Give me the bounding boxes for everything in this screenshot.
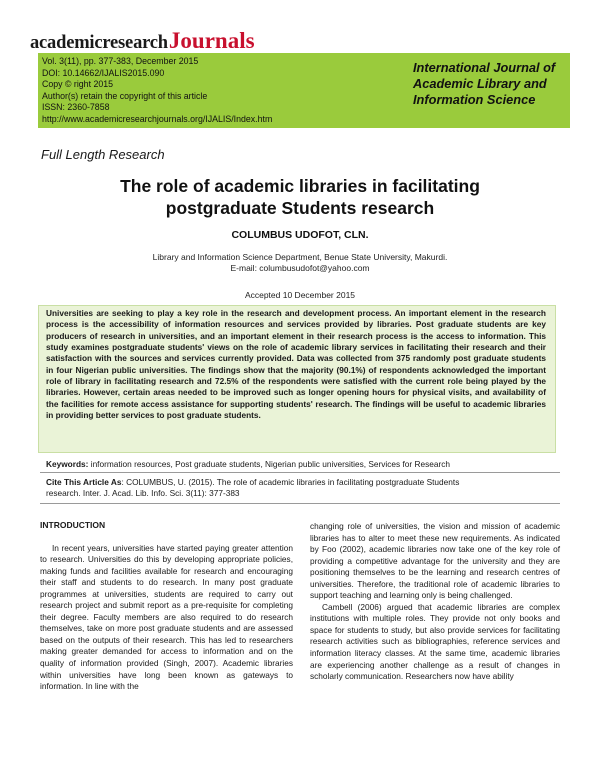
cite-line: research. Inter. J. Acad. Lib. Info. Sci. 3(11): 377-383 [46, 488, 240, 498]
journal-name-line: Academic Library and [413, 76, 547, 91]
meta-doi: DOI: 10.14662/IJALIS2015.090 [42, 67, 165, 78]
article-metadata [42, 56, 272, 126]
body-column-right [310, 521, 560, 683]
journal-name [413, 60, 573, 108]
body-paragraph: changing role of universities, the vision and mission of academic libraries has to alter to meet these new requirements. As indicated by Foo (2002), academic libraries now take one of the key role of providing a competitive advantage for the university and they are positioning themselves to be the learning and research centres of universities. Therefore, the traditional role of academic libraries to support teaching and learning only is being challenged. [310, 521, 560, 601]
meta-copyright: Copy © right 2015 [42, 79, 114, 90]
title-line: postgraduate Students research [165, 198, 435, 218]
author-name: COLUMBUS UDOFOT, CLN. [231, 229, 369, 241]
meta-volume: Vol. 3(11), pp. 377-383, December 2015 [42, 56, 199, 66]
body-paragraph: In recent years, universities have started paying greater attention to research. Universities do this by developing appropriate policies, making funds and facilities available for research and encouraging their staff and students to do research. In many post graduate programmes at universities, students are required to carry out research project and submit report as a pre-requisite for completing their degree. Faculty members are also required to do research themselves, take on more post graduate students and are assessed based on the outputs of their research. This has led to researchers making greater demanded for access to information and on the quality of information provided (Singh, 2007). Academic libraries within universities have long been known as gateways to information. In line with the [40, 542, 293, 692]
cite-label: Cite This Article As [46, 477, 122, 487]
divider [40, 472, 560, 473]
journal-name-line: Information Science [413, 92, 536, 107]
keywords-list: information resources, Post graduate students, Nigerian public universities, Services for Research [88, 459, 450, 469]
keywords-label: Keywords: [46, 459, 89, 469]
article-title [40, 175, 560, 219]
cite-line: : COLUMBUS, U. (2015). The role of academic libraries in facilitating postgraduate Students [121, 477, 460, 487]
journal-name-line: International Journal of [413, 60, 556, 75]
abstract-text: Universities are seeking to play a key role in the research and development process. An important element in the research process is the accessibility of information resources and services provided by libraries. Post graduate students are key producers of research in universities, and an important element in their research process is the access to information. This study examines postgraduate students' views on the role of academic library services in facilitating their research and their satisfaction with the sources and services currently provided. Data was collected from 375 randomly post graduate students in four Nigerian public universities. The findings show that the majority (90.1%) of respondents acknowledged the important role of library in facilitating research and 72.5% of the respondents were satisfied with the current role being played by the libraries. However, certain areas needed to be improved such as longer opening hours for physical visits, and availability of the facilities for remote access assistance for supporting students' research. The findings will be useful to academic libraries in providing better services to post graduate students. [46, 308, 546, 421]
section-heading-introduction: INTRODUCTION [40, 520, 106, 530]
meta-url-link[interactable]: http://www.academicresearchjournals.org/IJALIS/Index.htm [42, 113, 273, 124]
meta-rights: Author(s) retain the copyright of this article [42, 90, 208, 101]
article-type: Full Length Research [41, 147, 165, 162]
affiliation-line: Library and Information Science Department, Benue State University, Makurdi. [152, 252, 448, 262]
keywords [46, 459, 556, 470]
email-line[interactable]: E-mail: columbusudofot@yahoo.com [230, 263, 370, 273]
body-column-left [40, 520, 293, 693]
citation [46, 477, 546, 499]
divider [40, 503, 560, 504]
publisher-logo [30, 28, 255, 54]
logo-text-academicresearch: academicresearch [30, 33, 168, 53]
accepted-date: Accepted 10 December 2015 [244, 290, 356, 300]
title-line: The role of academic libraries in facilitating [120, 176, 480, 196]
logo-text-journals: Journals [168, 28, 255, 53]
author-affiliation [40, 252, 560, 274]
body-paragraph: Cambell (2006) argued that academic libraries are complex institutions with multiple roles. They provide not only books and space for students to study, but also provide services for facilitating research activities such as bibliographies, reference services and information literacy classes. At the same time, academic libraries are experiencing another challenge as a result of changes in scholarly communication. Researchers now have ability [310, 601, 560, 682]
meta-issn: ISSN: 2360-7858 [42, 102, 110, 113]
